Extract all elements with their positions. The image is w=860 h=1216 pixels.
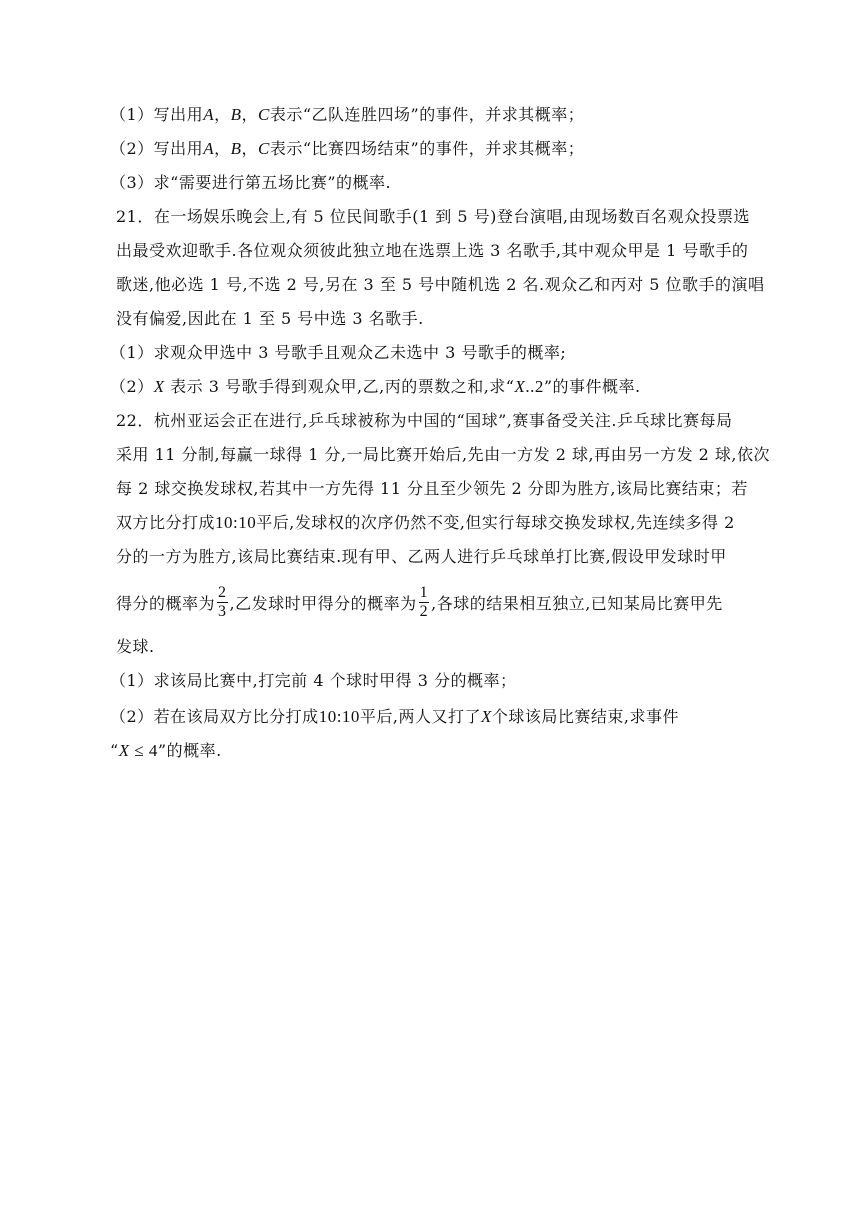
- q22-line-6-middle: ,乙发球时甲得分的概率为: [229, 594, 417, 613]
- fraction-numerator: 2: [218, 584, 227, 601]
- event-c: C: [258, 139, 270, 158]
- q22-line-7: 发球.: [116, 637, 155, 656]
- q22-part2-text: 平后,两人又打了: [359, 707, 482, 726]
- q22-part2-prefix: （2）若在该局双方比分打成: [110, 707, 319, 726]
- q22-line-3: 每 2 球交换发球权,若其中一方先得 11 分且至少领先 2 分即为胜方,该局比赛结束；若: [116, 479, 748, 498]
- q21-line-3: 歌迷,他必选 1 号,不选 2 号,另在 3 至 5 号中随机选 2 名.观众乙和丙对 5 位歌手的演唱: [116, 275, 765, 294]
- q22-line-5: 分的一方为胜方,该局比赛结束.现有甲、乙两人进行乒乓球单打比赛,假设甲发球时甲: [116, 547, 727, 566]
- variable-x: X: [514, 377, 526, 396]
- q20-part3: （3）求“需要进行第五场比赛”的概率.: [110, 173, 392, 192]
- fraction-one-half: [419, 584, 430, 621]
- q22-part2: [110, 706, 760, 728]
- event-b: B: [230, 105, 242, 124]
- fraction-numerator: 1: [419, 584, 429, 601]
- comma: ，: [214, 139, 231, 158]
- inequality-expression: ..2: [525, 377, 544, 396]
- fraction-denominator: 2: [419, 603, 429, 620]
- q22-line-2: 采用 11 分制,每赢一球得 1 分,一局比赛开始后,先由一方发 2 球,再由另一方发 2 球,依次: [116, 445, 771, 464]
- q21-line-2: 出最受欢迎歌手.各位观众须彼此独立地在选票上选 3 名歌手,其中观众甲是 1 号歌手的: [116, 241, 749, 260]
- q21-part2-text: 表示 3 号歌手得到观众甲,乙,丙的票数之和,求“: [164, 377, 515, 396]
- comma: ，: [214, 105, 231, 124]
- q21-part1: （1）求观众甲选中 3 号歌手且观众乙未选中 3 号歌手的概率;: [110, 343, 567, 362]
- q22-part2-suffix: 个球该局比赛结束,求事件: [491, 707, 679, 726]
- q21-line-1: 21．在一场娱乐晚会上,有 5 位民间歌手(1 到 5 号)登台演唱,由现场数百名观众投票选: [116, 207, 750, 226]
- variable-x: X: [118, 741, 130, 760]
- q21-part2-suffix: ”的事件概率.: [543, 377, 641, 396]
- q22-part2-continued: [110, 740, 760, 762]
- q22-line-1: 22．杭州亚运会正在进行,乒乓球被称为中国的“国球”,赛事备受关注.乒乓球比赛每局: [116, 411, 733, 430]
- q22-line-4-text: 平后,发球权的次序仍然不变,但实行每球交换发球权,先连续多得 2: [256, 513, 735, 532]
- q22-part2-end: ”的概率.: [157, 741, 222, 760]
- score-10-10: 10:10: [215, 513, 257, 532]
- comma: ，: [241, 139, 258, 158]
- inequality-expression: ≤ 4: [129, 741, 158, 760]
- open-quote: “: [110, 741, 119, 760]
- q21-line-4: 没有偏爱,因此在 1 至 5 号中选 3 名歌手.: [116, 309, 424, 328]
- event-a: A: [203, 105, 215, 124]
- q22-part1: （1）求该局比赛中,打完前 4 个球时甲得 3 分的概率；: [110, 671, 517, 690]
- q20-part1-text: 表示“乙队连胜四场”的事件，并求其概率；: [269, 105, 585, 124]
- event-c: C: [258, 105, 270, 124]
- q20-part2-prefix: （2）写出用: [110, 139, 204, 158]
- score-10-10: 10:10: [318, 707, 360, 726]
- variable-x: X: [481, 707, 492, 726]
- q22-line-6: [116, 586, 766, 623]
- q22-line-6-suffix: ,各球的结果相互独立,已知某局比赛甲先: [431, 594, 723, 613]
- q20-part2: [110, 138, 760, 160]
- comma: ，: [241, 105, 258, 124]
- q21-part2-prefix: （2）: [110, 377, 154, 396]
- q20-part1-prefix: （1）写出用: [110, 105, 204, 124]
- fraction-denominator: 3: [218, 603, 227, 620]
- fraction-two-thirds: [217, 584, 228, 621]
- event-a: A: [203, 139, 215, 158]
- q22-line-4: [116, 512, 766, 534]
- q21-part2: [110, 376, 760, 398]
- q22-line-6-prefix: 得分的概率为: [116, 594, 216, 613]
- q20-part1: [110, 104, 760, 126]
- q20-part2-text: 表示“比赛四场结束”的事件，并求其概率；: [269, 139, 585, 158]
- event-b: B: [230, 139, 242, 158]
- q22-line-4-prefix: 双方比分打成: [116, 513, 216, 532]
- variable-x: X: [153, 377, 165, 396]
